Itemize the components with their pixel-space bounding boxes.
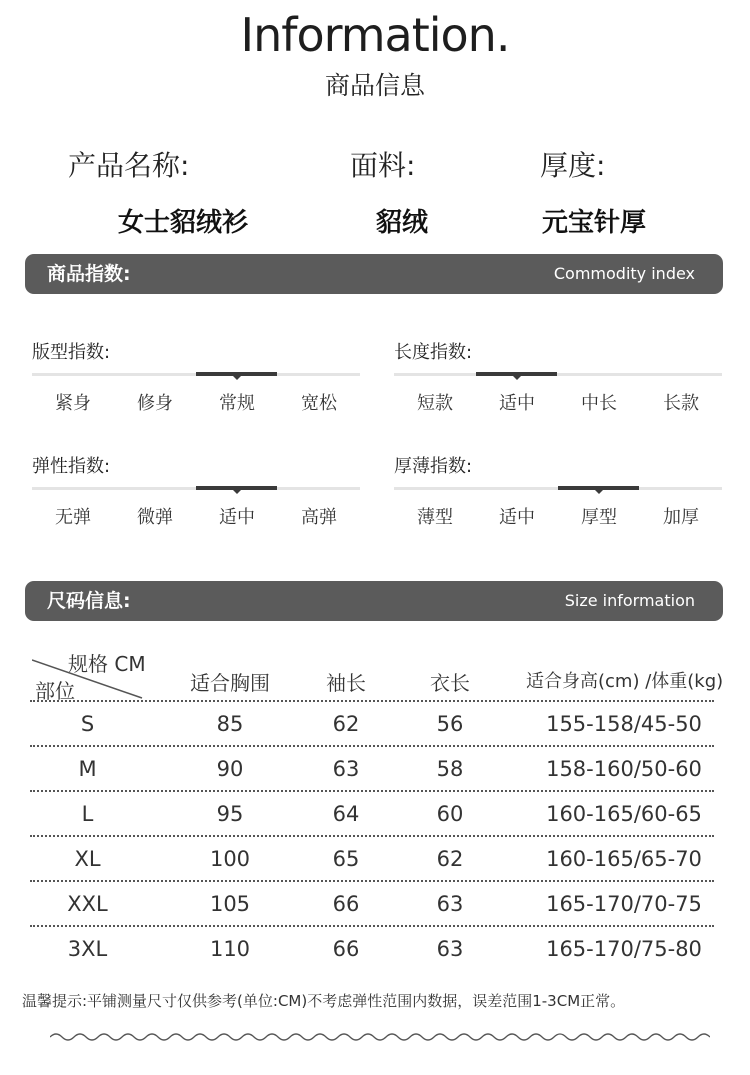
cell-fit: 165-170/70-75 [546,892,702,916]
index-scale-elasticity [32,487,360,490]
cell-size: L [81,802,94,826]
cell-fit: 160-165/65-70 [546,847,702,871]
index-option: 无弹 [55,507,91,528]
index-option: 高弹 [301,507,337,528]
cell-sleeve: 65 [332,847,360,871]
size-info-english: Size information [564,591,695,610]
cell-length: 56 [436,712,464,736]
attr-label-fabric: 面料: [350,149,416,182]
cell-sleeve: 64 [332,802,360,826]
index-option: 加厚 [663,507,699,528]
table-row [30,882,714,927]
attr-value-thickness: 元宝针厚 [542,208,647,238]
cell-length: 63 [436,892,464,916]
size-info-banner [25,581,723,621]
attr-label-thickness: 厚度: [540,149,606,182]
index-title-elasticity: 弹性指数: [32,456,111,477]
index-option: 长款 [663,393,699,414]
column-header-sleeve: 袖长 [326,671,366,695]
cell-chest: 85 [216,712,244,736]
cell-fit: 165-170/75-80 [546,937,702,961]
index-option: 适中 [499,393,535,414]
attr-value-name: 女士貂绒衫 [118,208,249,238]
index-option: 适中 [219,507,255,528]
attr-label-name: 产品名称: [68,149,190,182]
index-option: 薄型 [417,507,453,528]
index-option: 短款 [417,393,453,414]
cell-sleeve: 66 [332,892,360,916]
index-scale-thickness [394,487,722,490]
measurement-note: 温馨提示:平铺测量尺寸仅供参考(单位:CM)不考虑弹性范围内数据，误差范围1-3CM正常。 [22,992,626,1010]
index-option: 常规 [219,393,255,414]
commodity-index-banner [25,254,723,294]
page-title: Information. [240,8,510,62]
index-title-length: 长度指数: [394,342,473,363]
index-selected-marker [558,486,639,490]
table-row [30,747,714,792]
cell-size: M [78,757,97,781]
cell-sleeve: 66 [332,937,360,961]
column-header-length: 衣长 [430,671,470,695]
index-scale-length [394,373,722,376]
index-option: 微弹 [137,507,173,528]
table-row [30,927,714,972]
cell-size: XL [74,847,101,871]
index-option: 厚型 [581,507,617,528]
index-selected-marker [196,486,277,490]
table-row [30,702,714,747]
cell-size: S [80,712,95,736]
commodity-index-title: 商品指数: [47,263,131,285]
index-option: 中长 [581,393,617,414]
cell-length: 63 [436,937,464,961]
index-option: 紧身 [55,393,91,414]
attr-value-fabric: 貂绒 [376,208,429,238]
index-title-thickness: 厚薄指数: [394,456,473,477]
table-row [30,792,714,837]
index-option: 适中 [499,507,535,528]
cell-length: 58 [436,757,464,781]
table-corner-spec: 规格 CM [68,652,146,676]
cell-fit: 158-160/50-60 [546,757,702,781]
cell-chest: 100 [209,847,251,871]
page-subtitle: 商品信息 [324,71,425,100]
cell-chest: 110 [209,937,251,961]
cell-length: 62 [436,847,464,871]
index-option: 宽松 [301,393,337,414]
index-selected-marker [476,372,557,376]
wavy-divider [50,1030,710,1044]
index-option: 修身 [137,393,173,414]
cell-sleeve: 63 [332,757,360,781]
commodity-index-english: Commodity index [553,264,695,283]
cell-fit: 155-158/45-50 [546,712,702,736]
table-row [30,837,714,882]
table-corner-part: 部位 [35,679,75,703]
cell-chest: 105 [209,892,251,916]
column-header-chest: 适合胸围 [190,671,270,695]
cell-chest: 95 [216,802,244,826]
cell-size: XXL [67,892,108,916]
index-selected-marker [196,372,277,376]
index-scale-fit [32,373,360,376]
size-info-title: 尺码信息: [47,590,131,612]
column-header-fit: 适合身高(cm) /体重(kg) [526,671,724,692]
cell-sleeve: 62 [332,712,360,736]
cell-chest: 90 [216,757,244,781]
index-title-fit: 版型指数: [32,342,111,363]
cell-fit: 160-165/60-65 [546,802,702,826]
cell-length: 60 [436,802,464,826]
cell-size: 3XL [67,937,108,961]
